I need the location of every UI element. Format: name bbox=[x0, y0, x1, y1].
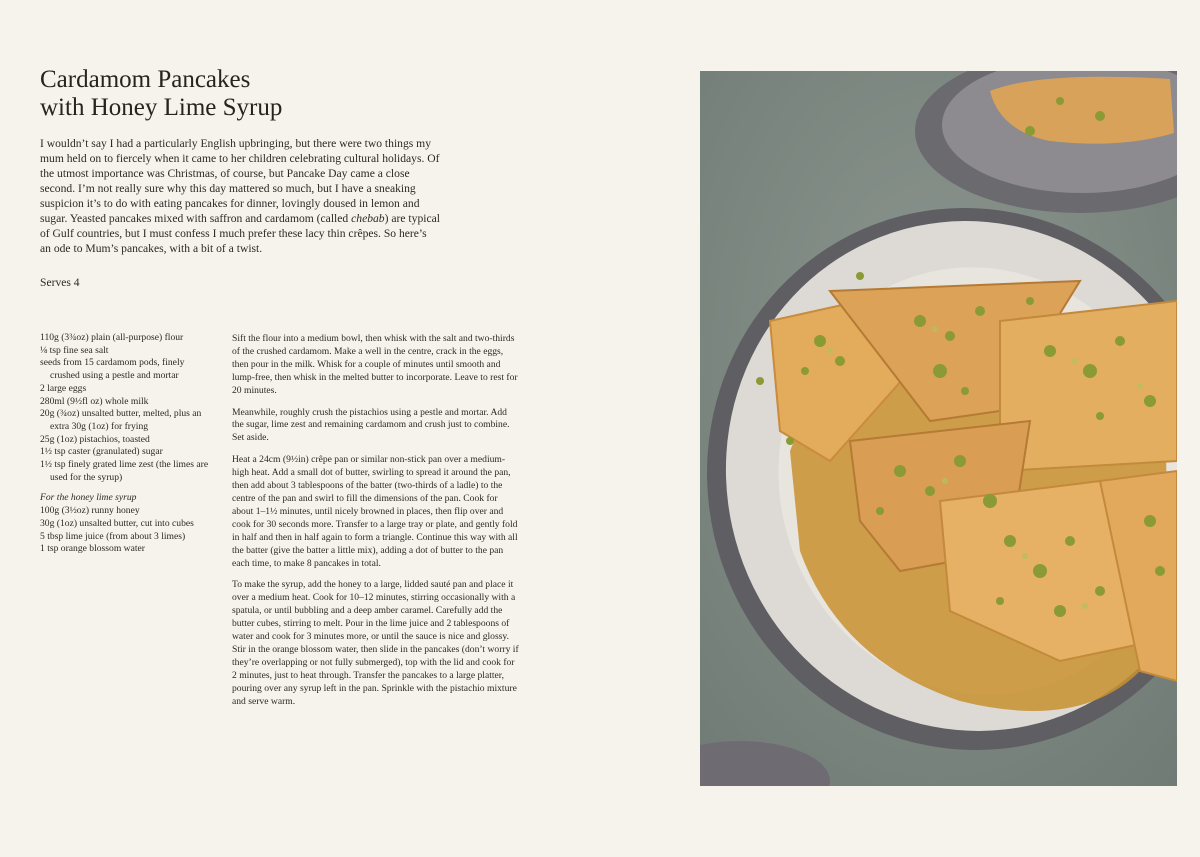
ingredient-item: 280ml (9½fl oz) whole milk bbox=[40, 395, 149, 407]
ingredient-item: seeds from 15 cardamom pods, finely crushed using a pestle and mortar bbox=[40, 357, 185, 382]
pancake-platter-illustration bbox=[700, 71, 1177, 786]
title-line-1: Cardamom Pancakes bbox=[40, 66, 251, 93]
syrup-subheading: For the honey lime syrup bbox=[40, 492, 137, 504]
serves-label: Serves 4 bbox=[40, 276, 80, 289]
method-step: Heat a 24cm (9½in) crêpe pan or similar non-stick pan over a medium-high heat. Add a small dot of butter, swirling to spread it around the pan, then add about 3 tablespoons of the batter (two-thirds of a ladle) to the centre of the pan and swirl to fill the dimensions of the pan. Cook for about 1–1½ minutes, until nicely browned in places, then flip over and cook for 30 seconds more. Transfer to a large tray or plate, and gently fold in half and then in half again to form a triangle. Continue this way with all the batter (give the batter a little mix), adding a dot of butter to the pan each time, to make 8 pancakes in total. bbox=[232, 454, 518, 569]
syrup-ingredient-item: 5 tbsp lime juice (from about 3 limes) bbox=[40, 530, 186, 542]
ingredient-item: 2 large eggs bbox=[40, 382, 87, 394]
intro-text-b: ) are typical of Gulf countries, but I must confess I much prefer these lacy thin crêpes. So here’s an ode to Mum’s pancakes, with a bit of a twist. bbox=[40, 212, 440, 255]
ingredient-item: 25g (1oz) pistachios, toasted bbox=[40, 433, 150, 445]
recipe-photo bbox=[700, 71, 1177, 786]
method-step: Meanwhile, roughly crush the pistachios using a pestle and mortar. Add the sugar, lime zest and remaining cardamom and crush just to combine. Set aside. bbox=[232, 406, 510, 444]
intro-italic-term: chebab bbox=[351, 212, 385, 225]
ingredient-item: 1½ tsp caster (granulated) sugar bbox=[40, 446, 163, 458]
recipe-title bbox=[40, 66, 460, 122]
method-steps bbox=[232, 333, 520, 717]
syrup-ingredient-item: 1 tsp orange blossom water bbox=[40, 543, 145, 555]
ingredient-item: 20g (¾oz) unsalted butter, melted, plus an extra 30g (1oz) for frying bbox=[40, 408, 202, 432]
syrup-ingredient-item: 100g (3½oz) runny honey bbox=[40, 505, 140, 517]
method-step: To make the syrup, add the honey to a large, lidded sauté pan and place it over a medium heat. Cook for 10–12 minutes, stirring occasionally with a spatula, or until bubbling and a deep amber caramel. Carefully add the butter cubes, stirring to melt. Pour in the lime juice and 2 tablespoons of water and cook for 3 minutes more, or until the sauce is nice and glossy. Stir in the orange blossom water, then slide in the pancakes (don’t worry if they’re overlapping or not fully submerged), top with the lid and cook for 2 minutes, just to heat through. Transfer the pancakes to a large platter, pouring over any syrup left in the pan. Sprinkle with the pistachio mixture and serve warm. bbox=[232, 579, 519, 707]
title-line-2: with Honey Lime Syrup bbox=[40, 94, 283, 121]
ingredients-list bbox=[40, 332, 215, 556]
ingredient-item: 1½ tsp finely grated lime zest (the limes are used for the syrup) bbox=[40, 459, 209, 483]
ingredient-item: 110g (3¾oz) plain (all-purpose) flour bbox=[40, 332, 184, 343]
intro-text-a: I wouldn’t say I had a particularly English upbringing, but there were two things my mum held on to fiercely when it came to her children celebrating cultural holidays. Of the utmost importance was Christmas, of course, but Pancake Day came a close second. I’m not really sure why this day mattered so much, but I have a sneaking suspicion it’s to do with eating pancakes for dinner, lovingly doused in lemon and sugar. Yeasted pancakes mixed with saffron and cardamom (called bbox=[40, 137, 440, 225]
method-step: Sift the flour into a medium bowl, then whisk with the salt and two-thirds of the crushed cardamom. Make a well in the centre, crack in the eggs, then pour in the milk. Whisk for a couple of minutes until smooth and lump-free, then whisk in the melted butter to incorporate. Leave to rest for 20 minutes. bbox=[232, 333, 518, 396]
ingredient-item: ⅛ tsp fine sea salt bbox=[40, 344, 109, 356]
intro-paragraph bbox=[40, 136, 440, 256]
syrup-ingredient-item: 30g (1oz) unsalted butter, cut into cubes bbox=[40, 517, 194, 529]
